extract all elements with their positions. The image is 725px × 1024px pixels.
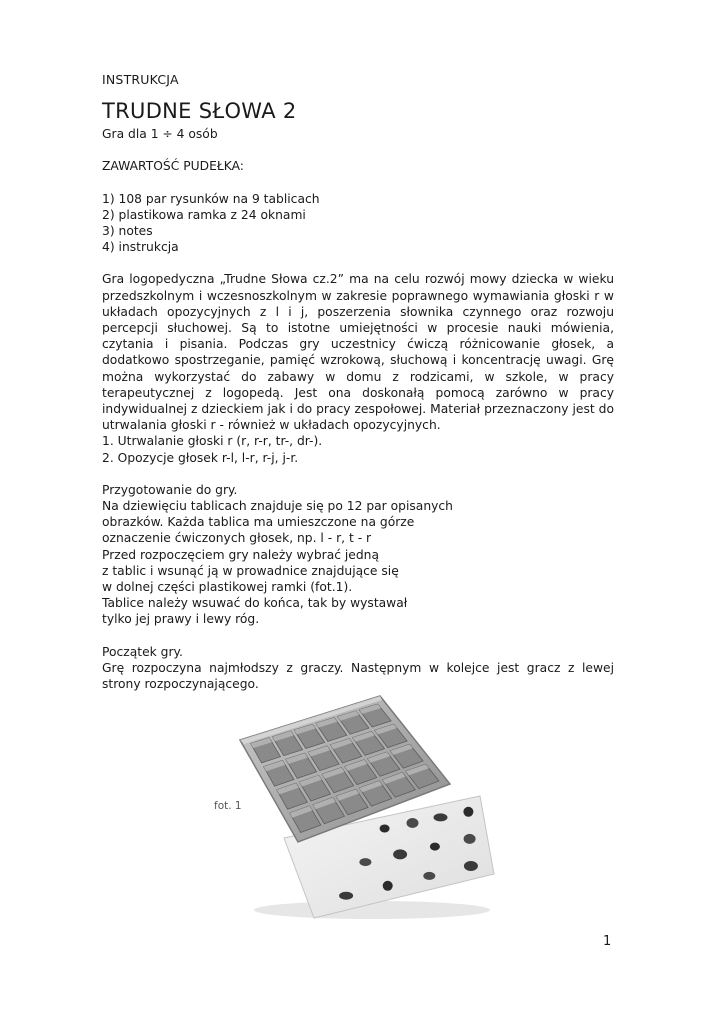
board-picture — [434, 813, 448, 821]
board-picture — [393, 849, 407, 859]
player-count: Gra dla 1 ÷ 4 osób — [102, 127, 218, 142]
photo-caption: fot. 1 — [214, 800, 242, 812]
board-picture — [464, 834, 476, 844]
text-line: Tablice należy wsuwać do końca, tak by wystawał — [102, 596, 408, 611]
contents-list — [102, 191, 614, 256]
page-number: 1 — [603, 934, 612, 949]
list-item: 2. Opozycje głosek r-l, l-r, r-j, j-r. — [102, 450, 299, 465]
preparation-text — [102, 498, 614, 628]
text-line: z tablic i wsunąć ją w prowadnice znajdujące się — [102, 563, 399, 578]
document-label: INSTRUKCJA — [102, 72, 179, 87]
board-picture — [359, 858, 371, 866]
text-line: tylko jej prawy i lewy róg. — [102, 612, 260, 627]
list-item: 3) notes — [102, 224, 153, 239]
board-picture — [380, 825, 390, 833]
board-picture — [464, 861, 478, 871]
text-line: obrazków. Każda tablica ma umieszczone na górze — [102, 515, 415, 530]
text-line: Na dziewięciu tablicach znajduje się po 12 par opisanych — [102, 499, 453, 514]
board-picture — [430, 843, 440, 851]
intro-points — [102, 433, 614, 465]
text-line: oznaczenie ćwiczonych głosek, np. l - r, t - r — [102, 531, 372, 546]
start-paragraph: Grę rozpoczyna najmłodszy z graczy. Następnym w kolejce jest gracz z lewej strony rozpoczynającego. — [102, 660, 614, 692]
text-line: w dolnej części plastikowej ramki (fot.1). — [102, 580, 353, 595]
game-frame-photo — [232, 692, 500, 922]
board-picture — [339, 892, 353, 900]
board-picture — [383, 881, 393, 891]
preparation-heading: Przygotowanie do gry. — [102, 482, 238, 497]
list-item: 4) instrukcja — [102, 240, 179, 255]
text-line: Przed rozpoczęciem gry należy wybrać jedną — [102, 547, 380, 562]
board-picture — [407, 818, 419, 828]
page-title: TRUDNE SŁOWA 2 — [102, 99, 297, 124]
board-picture — [463, 807, 473, 817]
list-item: 2) plastikowa ramka z 24 oknami — [102, 207, 306, 222]
start-heading: Początek gry. — [102, 644, 183, 659]
board-picture — [423, 872, 435, 880]
contents-heading: ZAWARTOŚĆ PUDEŁKA: — [102, 159, 244, 174]
list-item: 1) 108 par rysunków na 9 tablicach — [102, 191, 320, 206]
intro-paragraph: Gra logopedyczna „Trudne Słowa cz.2” ma na celu rozwój mowy dziecka w wieku przedszkolnym i wczesnoszkolnym w zakresie poprawnego wymawiania głoski r w układach opozycyjnych z l i j, poszerzenia słownika czynnego oraz rozwoju percepcji słuchowej. Są to istotne umiejętności w procesie nauki mówienia, czytania i pisania. Podczas gry uczestnicy ćwiczą różnicowanie głosek, a dodatkowo spostrzeganie, pamięć wzrokową, słuchową i koncentrację uwagi. Grę można wykorzystać do zabawy w domu z rodzicami, w szkole, w pracy terapeutycznej z logopedą. Jest ona doskonałą pomocą zarówno w pracy indywidualnej z dzieckiem jak i do pracy zespołowej. Materiał przeznaczony jest do utrwalania głoski r - również w układach opozycyjnych. — [102, 272, 614, 433]
list-item: 1. Utrwalanie głoski r (r, r-r, tr-, dr-). — [102, 434, 323, 449]
text-column — [102, 72, 614, 692]
